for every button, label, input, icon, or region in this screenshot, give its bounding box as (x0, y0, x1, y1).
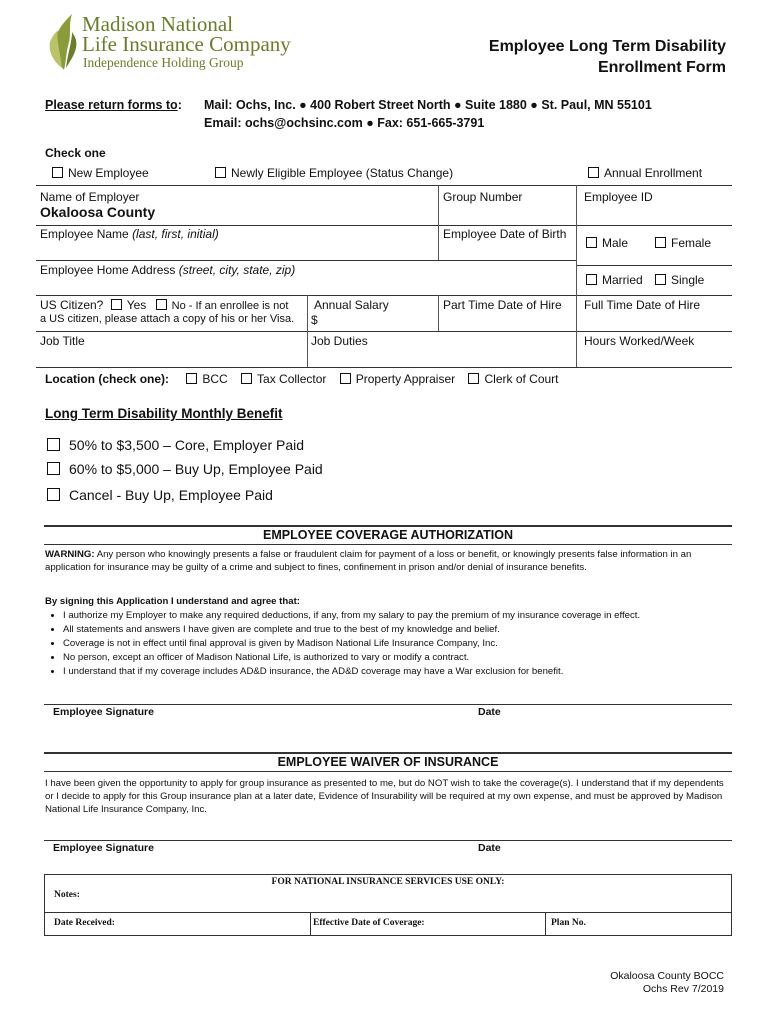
auth-signature-label[interactable]: Employee Signature (53, 706, 154, 718)
location-row (45, 372, 559, 386)
employer-value[interactable]: Okaloosa County (40, 204, 156, 220)
footer (610, 970, 724, 996)
office-use-box (44, 874, 732, 936)
option-new-employee[interactable]: New Employee (52, 166, 149, 180)
plan-no-label: Plan No. (551, 918, 586, 928)
checkbox[interactable] (586, 274, 597, 285)
warning-text: WARNING: Any person who knowingly presents a false or fraudulent claim for payment of a loss or benefit, or knowingly presents false information in an application for insurance may be guilty of a crime and subject to fines, confinement in prison and/or denial of insurance benefits. (45, 549, 692, 573)
footer-line2: Ochs Rev 7/2019 (642, 983, 724, 995)
location-property-appraiser[interactable]: Property Appraiser (340, 372, 455, 386)
location-tax-collector[interactable]: Tax Collector (241, 372, 326, 386)
job-duties-label: Job Duties (311, 334, 368, 348)
logo-line2: Life Insurance Company (82, 32, 291, 56)
authorization-heading: EMPLOYEE COVERAGE AUTHORIZATION (262, 528, 513, 542)
waiver-signature-label[interactable]: Employee Signature (53, 842, 154, 854)
logo-line1: Madison National (82, 12, 234, 36)
status-married[interactable]: Married (586, 273, 643, 287)
option-newly-eligible[interactable]: Newly Eligible Employee (Status Change) (215, 166, 453, 180)
location-label: Location (check one): (45, 372, 170, 386)
return-label: Please return forms to: (45, 98, 182, 112)
group-number-label: Group Number (443, 190, 523, 204)
waiver-heading: EMPLOYEE WAIVER OF INSURANCE (277, 755, 499, 769)
return-label-text: Please return forms to (45, 98, 178, 112)
auth-date-label[interactable]: Date (478, 706, 501, 718)
bullet-item: • Coverage is not in effect until final approval is given by Madison National Life Insurance Company, Inc. (63, 637, 735, 651)
agree-label: By signing this Application I understand and agree that: (45, 596, 300, 607)
return-email: Email: ochs@ochsinc.com ● Fax: 651-665-3791 (204, 116, 485, 130)
check-one-label: Check one (45, 146, 106, 160)
checkbox[interactable] (588, 167, 599, 178)
leaf-logo-icon (46, 12, 82, 72)
logo-line3: Independence Holding Group (83, 55, 244, 70)
address-label: Employee Home Address (street, city, state, zip) (40, 263, 296, 277)
bullet-item: • I understand that if my coverage includes AD&D insurance, the AD&D coverage may have a War exclusion for benefit. (63, 665, 735, 679)
checkbox[interactable] (655, 274, 666, 285)
effective-date-label: Effective Date of Coverage: (313, 918, 425, 928)
date-received-label: Date Received: (54, 918, 115, 928)
employee-id-label: Employee ID (584, 190, 653, 204)
title-line1: Employee Long Term Disability (488, 38, 726, 55)
bullet-item: • All statements and answers I have given are complete and true to the best of my knowledge and belief. (63, 623, 735, 637)
agree-bullets (45, 609, 735, 679)
notes-label: Notes: (54, 890, 80, 900)
us-citizen-label: US Citizen? Yes No - If an enrollee is not (40, 298, 289, 312)
footer-line1: Okaloosa County BOCC (610, 970, 724, 982)
status-single[interactable]: Single (655, 273, 704, 287)
bullet-item: • I authorize my Employer to make any required deductions, if any, from my salary to pay the premium of my insurance coverage in effect. (63, 609, 735, 623)
return-mail: Mail: Ochs, Inc. ● 400 Robert Street North ● Suite 1880 ● St. Paul, MN 55101 (204, 98, 652, 112)
checkbox[interactable] (215, 167, 226, 178)
annual-salary-label: Annual Salary (314, 298, 389, 312)
location-clerk-of-court[interactable]: Clerk of Court (468, 372, 558, 386)
part-time-label: Part Time Date of Hire (443, 298, 562, 312)
job-title-label: Job Title (40, 334, 85, 348)
full-time-label: Full Time Date of Hire (584, 298, 701, 312)
location-bcc[interactable]: BCC (186, 372, 227, 386)
checkbox-yes[interactable] (111, 299, 122, 310)
citizen-note: a US citizen, please attach a copy of his or her Visa. (40, 313, 295, 325)
office-use-heading: FOR NATIONAL INSURANCE SERVICES USE ONLY: (271, 877, 505, 887)
employee-name-label: Employee Name (last, first, initial) (40, 227, 219, 241)
option-annual-enrollment[interactable]: Annual Enrollment (588, 166, 702, 180)
dollar-sign: $ (311, 313, 318, 327)
checkbox[interactable] (52, 167, 63, 178)
form-title (489, 36, 726, 78)
benefit-option-core[interactable]: 50% to $3,500 – Core, Employer Paid (47, 437, 304, 453)
bullet-item: • No person, except an officer of Madison National Life, is authorized to vary or modify a contract. (63, 651, 735, 665)
benefit-option-cancel[interactable]: Cancel - Buy Up, Employee Paid (47, 487, 273, 503)
benefit-option-buyup[interactable]: 60% to $5,000 – Buy Up, Employee Paid (47, 461, 323, 477)
checkbox[interactable] (655, 237, 666, 248)
title-line2: Enrollment Form (597, 59, 726, 76)
gender-male[interactable]: Male (586, 236, 628, 250)
checkbox-no[interactable] (156, 299, 167, 310)
checkbox[interactable] (586, 237, 597, 248)
waiver-date-label[interactable]: Date (478, 842, 501, 854)
gender-female[interactable]: Female (655, 236, 711, 250)
logo (46, 12, 296, 76)
hours-label: Hours Worked/Week (584, 334, 695, 348)
employer-label: Name of Employer (40, 190, 140, 204)
dob-label: Employee Date of Birth (443, 227, 567, 241)
waiver-text: I have been given the opportunity to apply for group insurance as presented to me, but do NOT wish to take the coverage(s). I understand that if my dependents or I decide to apply for this Group insurance plan at a later date, Evidence of Insurability will be required at my own expense, and must be approved by Madison National Life Insurance Company, Inc. (45, 778, 724, 815)
benefit-heading: Long Term Disability Monthly Benefit (45, 406, 283, 421)
